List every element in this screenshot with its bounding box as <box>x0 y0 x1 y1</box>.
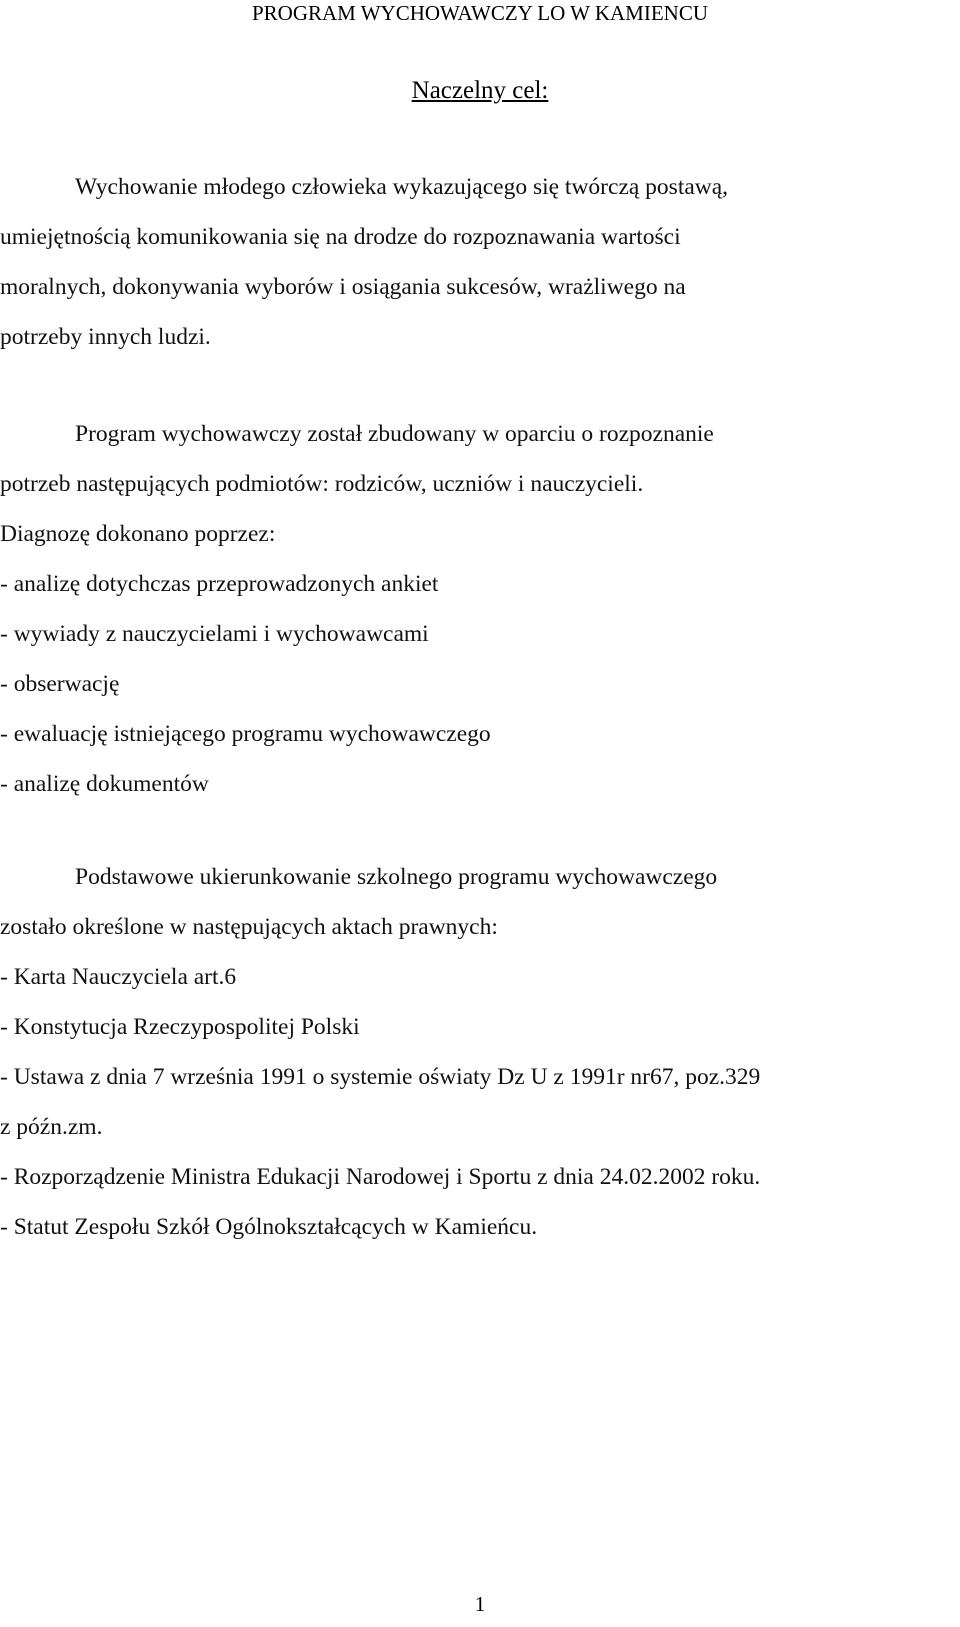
legal-acts-paragraph <box>0 852 958 1252</box>
legal-list-item: - Rozporządzenie Ministra Edukacji Narodowej i Sportu z dnia 24.02.2002 roku. <box>0 1164 761 1190</box>
diagnosis-line: potrzeb następujących podmiotów: rodziców, uczniów i nauczycieli. <box>0 471 644 497</box>
legal-line: Podstawowe ukierunkowanie szkolnego programu wychowawczego <box>75 864 718 890</box>
goal-line: Wychowanie młodego człowieka wykazującego się twórczą postawą, <box>75 174 729 200</box>
diagnosis-list-item: - obserwację <box>0 671 120 697</box>
legal-list-item: - Karta Nauczyciela art.6 <box>0 964 237 990</box>
document-header: PROGRAM WYCHOWAWCZY LO W KAMIENCU <box>251 1 709 25</box>
diagnosis-list-item: - ewaluację istniejącego programu wychowawczego <box>0 721 491 747</box>
diagnosis-list-item: - wywiady z nauczycielami i wychowawcami <box>0 621 429 647</box>
diagnosis-paragraph <box>0 409 958 809</box>
goal-paragraph <box>0 162 958 362</box>
diagnosis-line: Diagnozę dokonano poprzez: <box>0 521 276 547</box>
diagnosis-line: Program wychowawczy został zbudowany w oparciu o rozpoznanie <box>75 421 714 447</box>
legal-list-item: - Konstytucja Rzeczypospolitej Polski <box>0 1014 360 1040</box>
legal-list-item: - Statut Zespołu Szkół Ogólnokształcących w Kamieńcu. <box>0 1214 538 1240</box>
section-title: Naczelny cel: <box>411 77 549 104</box>
page-number: 1 <box>474 1592 486 1616</box>
diagnosis-list-item: - analizę dokumentów <box>0 771 209 797</box>
legal-line: zostało określone w następujących aktach prawnych: <box>0 914 498 940</box>
legal-list-item: z późn.zm. <box>0 1114 103 1140</box>
goal-line: moralnych, dokonywania wyborów i osiągania sukcesów, wrażliwego na <box>0 274 686 300</box>
diagnosis-list-item: - analizę dotychczas przeprowadzonych ankiet <box>0 571 439 597</box>
legal-list-item: - Ustawa z dnia 7 września 1991 o systemie oświaty Dz U z 1991r nr67, poz.329 <box>0 1064 761 1090</box>
goal-line: potrzeby innych ludzi. <box>0 324 211 350</box>
goal-line: umiejętnością komunikowania się na drodze do rozpoznawania wartości <box>0 224 681 250</box>
